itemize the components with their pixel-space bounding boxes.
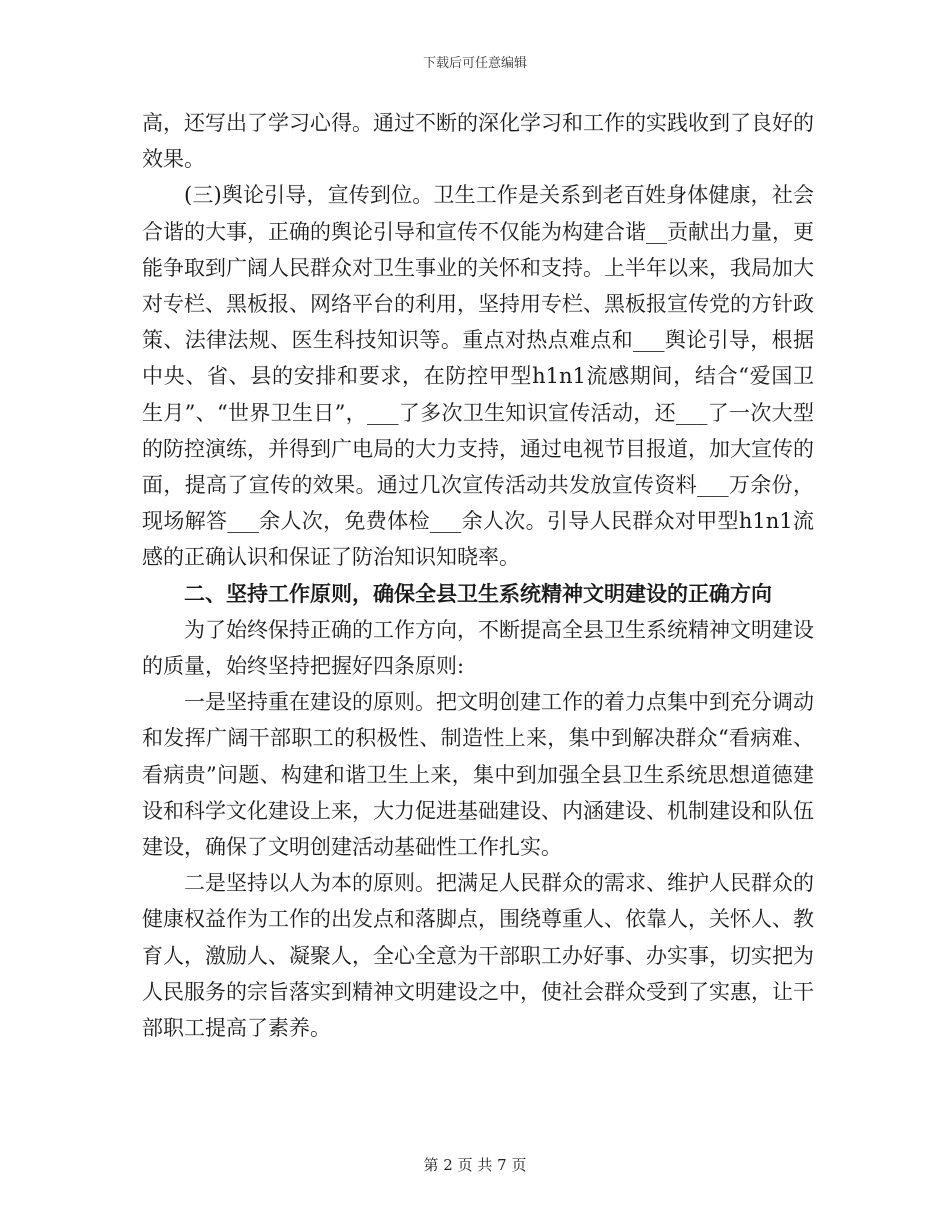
paragraph-principle-1: 一是坚持重在建设的原则。把文明创建工作的着力点集中到充分调动和发挥广阔干部职工的积极性、制造性上来，集中到解决群众“看病难、看病贵”问题、构建和谐卫生上来，集中到加强全县卫生系统思想道德建设和科学文化建设上来，大力促进基础建设、内涵建设、机制建设和队伍建设，确保了文明创建活动基础性工作扎实。 [142,690,814,860]
section-heading-2: 二、坚持工作原则，确保全县卫生系统精神文明建设的正确方向 [184,581,772,606]
paragraph-principles-intro: 为了始终保持正确的工作方向，不断提高全县卫生系统精神文明建设的质量，始终坚持把握好四条原则: [142,617,814,679]
page-header: 下载后可任意编辑 [422,56,527,71]
paragraph-continuation: 高，还写出了学习心得。通过不断的深化学习和工作的实践收到了良好的效果。 [142,111,814,172]
page-footer: 第 2 页 共 7 页 [423,1156,527,1174]
paragraph-public-opinion: (三)舆论引导，宣传到位。卫生工作是关系到老百姓身体健康，社会合谐的大事，正确的舆论引导和宣传不仅能为构建合谐__贡献出力量，更能争取到广阔人民群众对卫生事业的关怀和支持。上半年以来，我局加大对专栏、黑板报、网络平台的利用，坚持用专栏、黑板报宣传党的方针政策、法律法规、医生科技知识等。重点对热点难点和___舆论引导，根据中央、省、县的安排和要求，在防控甲型h1n1流感期间，结合“爱国卫生月”、“世界卫生日”，___了多次卫生知识宣传活动，还___了一次大型的防控演练，并得到广电局的大力支持，通过电视节目报道，加大宣传的面，提高了宣传的效果。通过几次宣传活动共发放宣传资料___万余份，现场解答___余人次，免费体检___余人次。引导人民群众对甲型h1n1流感的正确认识和保证了防治知识知晓率。 [142,183,814,570]
paragraph-principle-2: 二是坚持以人为本的原则。把满足人民群众的需求、维护人民群众的健康权益作为工作的出发点和落脚点，围绕尊重人、依靠人，关怀人、教育人，激励人、凝聚人，全心全意为干部职工办好事、办实事，切实把为人民服务的宗旨落实到精神文明建设之中，使社会群众受到了实惠，让干部职工提高了素养。 [142,871,814,1041]
document-body [142,105,814,1046]
